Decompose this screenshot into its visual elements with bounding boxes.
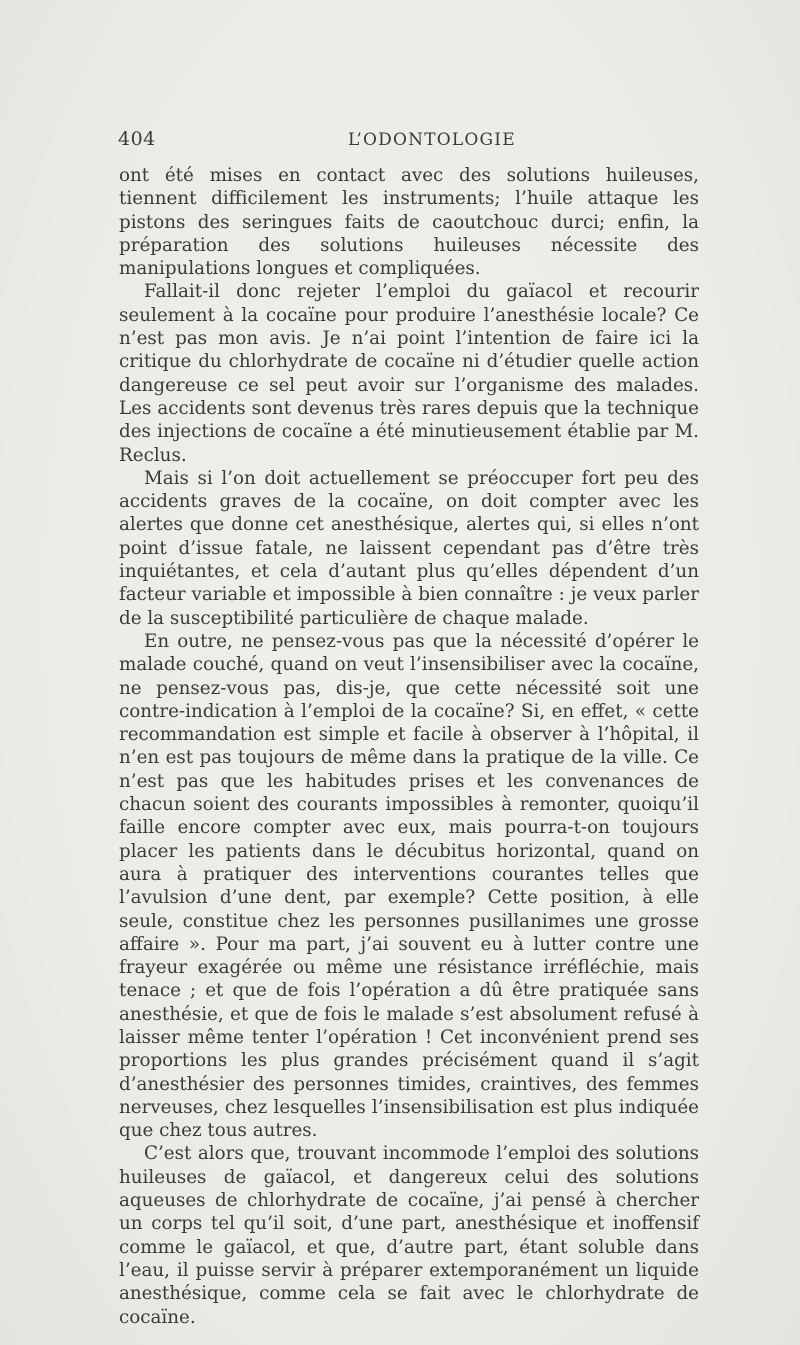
paragraph-cocaine-alerts: Mais si l’on doit actuellement se préoccuper fort peu des accidents graves de la cocaïne, on doit compter avec les alertes que donne cet anesthésique, alertes qui, si elles n’ont point d’issue fatale, ne laissent cependant pas d’être très inquiétantes, et cela d’autant plus qu’elles dépendent d’un facteur variable et impossible à bien connaître : je veux parler de la susceptibilité particulière de chaque malade. (119, 467, 699, 629)
paragraph-gaiacol-question: Fallait-il donc rejeter l’emploi du gaïacol et recourir seulement à la cocaïne pour produire l’anesthésie locale? Ce n’est pas mon avis. Je n’ai point l’intention de faire ici la critique du chlorhydrate de cocaïne ni d’étudier quelle action dangereuse ce sel peut avoir sur l’organisme des malades. Les accidents sont devenus très rares depuis que la technique des injections de cocaïne a été minutieusement établie par M. Reclus. (119, 281, 699, 466)
running-title: L’ODONTOLOGIE (348, 130, 516, 150)
page-header (118, 128, 698, 154)
paragraph-patient-position: En outre, ne pensez-vous pas que la nécessité d’opérer le malade couché, quand on veut l’insensibiliser avec la cocaïne, ne pensez-vous pas, dis-je, que cette nécessité soit une contre-indication à l’emploi de la cocaïne? Si, en effet, « cette recommandation est simple et facile à observer à l’hôpital, il n’en est pas toujours de même dans la pratique de la ville. Ce n’est pas que les habitudes prises et les convenances de chacun soient des courants impossibles à remonter, quoiqu’il faille encore compter avec eux, mais pourra-t-on toujours placer les patients dans le décubitus horizontal, quand on aura à pratiquer des interventions courantes telles que l’avulsion d’une dent, par exemple? Cette position, à elle seule, constitue chez les personnes pusillanimes une grosse affaire ». Pour ma part, j’ai souvent eu à lutter contre une frayeur exagérée ou même une résistance irréfléchie, mais tenace ; et que de fois l’opération a dû être pratiquée sans anesthésie, et que de fois le malade s’est absolument refusé à laisser même tenter l’opération ! Cet inconvénient prend ses proportions les plus grandes précisément quand il s’agit d’anesthésier des personnes timides, craintives, des femmes nerveuses, chez lesquelles l’insensibilisation est plus indiquée que chez tous autres. (119, 630, 699, 1142)
paragraph-conclusion: C’est alors que, trouvant incommode l’emploi des solutions huileuses de gaïacol, et dangereux celui des solutions aqueuses de chlorhydrate de cocaïne, j’ai pensé à chercher un corps tel qu’il soit, d’une part, anesthésique et inoffensif comme le gaïacol, et que, d’autre part, étant soluble dans l’eau, il puisse servir à préparer extemporanément un liquide anesthésique, comme cela se fait avec le chlorhydrate de cocaïne. (119, 1143, 699, 1328)
paragraph-continuation: ont été mises en contact avec des solutions huileuses, tiennent difficilement les instruments; l’huile attaque les pistons des seringues faits de caoutchouc durci; enfin, la préparation des solutions huileuses nécessite des manipulations longues et compliquées. (119, 165, 699, 280)
body-text (119, 164, 699, 1329)
page-number: 404 (118, 128, 156, 150)
